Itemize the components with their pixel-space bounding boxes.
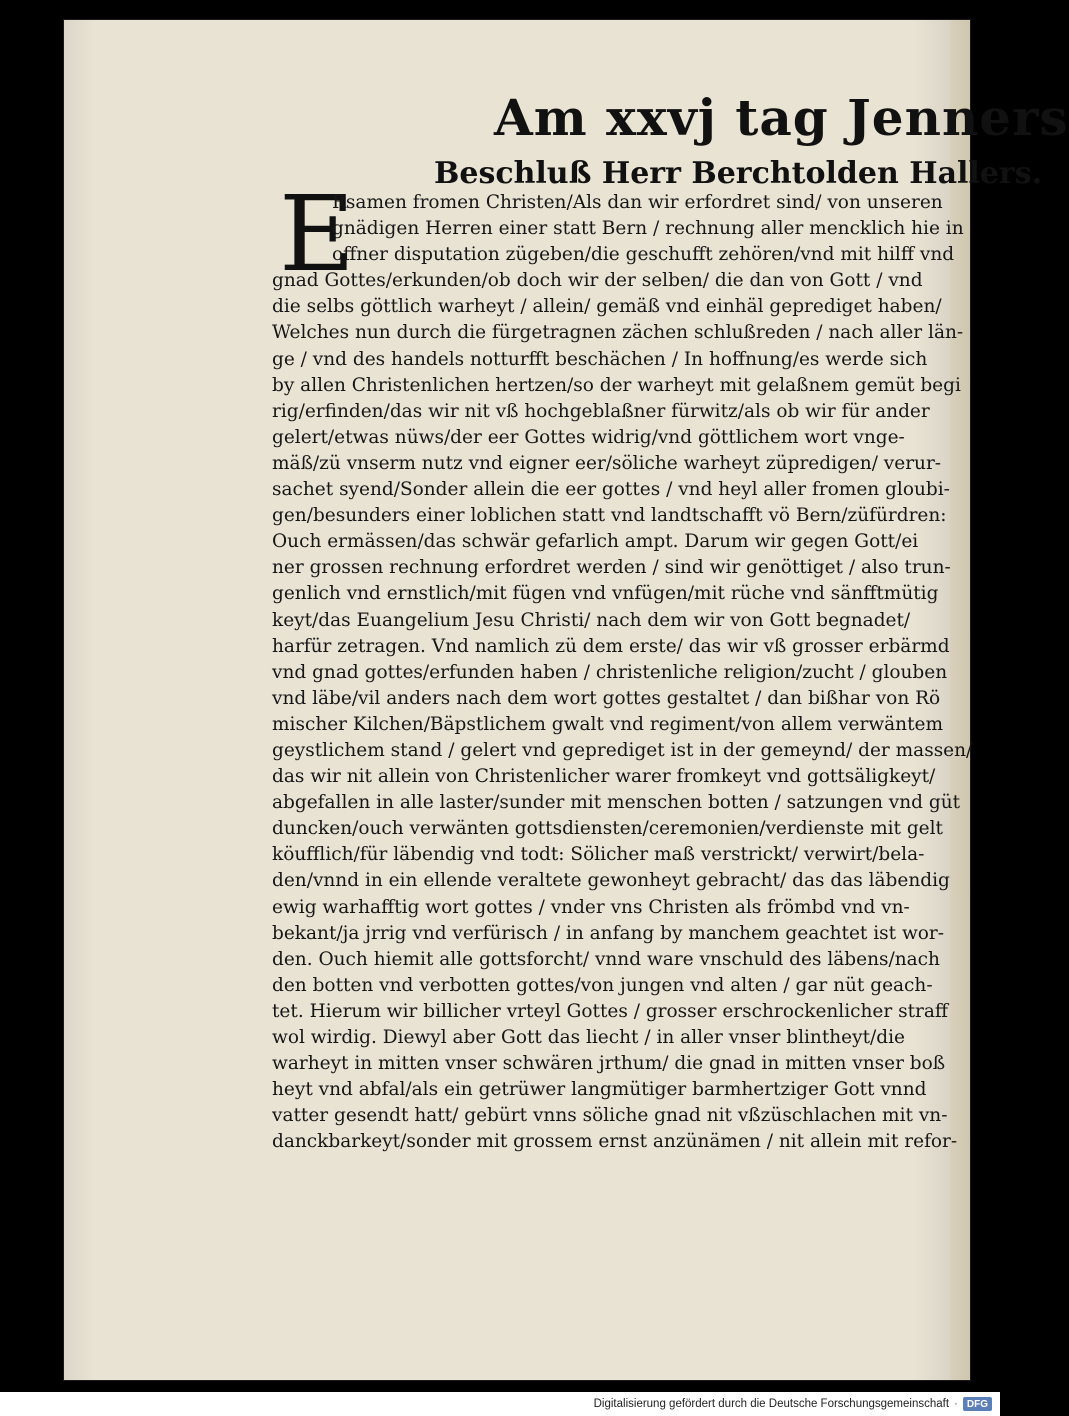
footer-bar [0, 1392, 1000, 1416]
body-text [272, 190, 1032, 1155]
text-line: Welches nun durch die fürgetragnen zächen schlußreden / nach aller län- [272, 322, 964, 344]
text-line: gnädigen Herren einer statt Bern / rechnung aller mencklich hie in [332, 218, 964, 240]
text-line: ner grossen rechnung erfordret werden / sind wir genöttiget / also trun- [272, 557, 951, 579]
text-line: Ouch ermässen/das schwär gefarlich ampt. Darum wir gegen Gott/ei [272, 531, 919, 553]
text-line: den/vnnd in ein ellende veraltete gewonheyt gebracht/ das das läbendig [272, 870, 950, 892]
drop-capital: E [279, 173, 355, 295]
text-line: den botten vnd verbotten gottes/von jungen vnd alten / gar nüt geach- [272, 974, 933, 996]
text-line: vnd gnad gottes/erfunden haben / christenliche religion/zucht / glouben [272, 661, 948, 683]
text-line: gnad Gottes/erkunden/ob doch wir der selben/ die dan von Gott / vnd [272, 270, 923, 292]
text-line: harfür zetragen. Vnd namlich zü dem erste/ das wir vß grosser erbärmd [272, 635, 950, 657]
text-line: warheyt in mitten vnser schwären jrthum/ die gnad in mitten vnser boß [272, 1053, 946, 1075]
text-line: mischer Kilchen/Bäpstlichem gwalt vnd regiment/von allem verwäntem [272, 713, 944, 735]
text-line: ge / vnd des handels notturfft beschächen / In hoffnung/es werde sich [272, 348, 928, 370]
text-line: vnd läbe/vil anders nach dem wort gottes gestaltet / dan bißhar von Rö [272, 687, 941, 709]
text-line: bekant/ja jrrig vnd verfürisch / in anfang by manchem geachtet ist wor- [272, 922, 945, 944]
text-line: vatter gesendt hatt/ gebürt vnns söliche gnad nit vßzüschlachen mit vn- [272, 1105, 948, 1127]
text-line: geystlichem stand / gelert vnd geprediget ist in der gemeynd/ der massen/ [272, 739, 973, 761]
text-line: ewig warhafftig wort gottes / vnder vns Christen als frömbd vnd vn- [272, 896, 910, 918]
text-line: gen/besunders einer loblichen statt vnd landtschafft vö Bern/züfürdren: [272, 505, 947, 527]
text-line: rig/erfinden/das wir nit vß hochgeblaßner fürwitz/als ob wir für ander [272, 400, 930, 422]
text-line: by allen Christenlichen hertzen/so der warheyt mit gelaßnem gemüt begi [272, 374, 961, 396]
text-line: mäß/zü vnserm nutz vnd eigner eer/söliche warheyt züpredigen/ verur- [272, 452, 942, 474]
page-heading: Am xxvj tag Jenners [494, 88, 1069, 147]
page-subheading: Beschluß Herr Berchtolden Hallers. [434, 156, 1043, 191]
text-line: Rsamen fromen Christen/Als dan wir erfordret sind/ von unseren [332, 192, 943, 213]
text-line: genlich vnd ernstlich/mit fügen vnd vnfügen/mit rüche vnd sänfftmütig [272, 583, 939, 605]
text-line: wol wirdig. Diewyl aber Gott das liecht / in aller vnser blintheyt/die [272, 1027, 905, 1048]
text-line: duncken/ouch verwänten gottsdiensten/ceremonien/verdienste mit gelt [272, 818, 943, 840]
text-line: danckbarkeyt/sonder mit grossem ernst anzünämen / nit allein mit refor- [272, 1131, 958, 1153]
text-line: köufflich/für läbendig vnd todt: Sölicher maß verstrickt/ verwirt/bela- [272, 844, 925, 866]
text-line: tet. Hierum wir billicher vrteyl Gottes / grosser erschrockenlicher straff [272, 1000, 949, 1022]
text-line: den. Ouch hiemit alle gottsforcht/ vnnd ware vnschuld des läbens/nach [272, 948, 940, 970]
dfg-logo-icon[interactable]: DFG [963, 1397, 992, 1411]
scanned-page [64, 20, 1069, 1380]
text-line: offner disputation zügeben/die geschufft zehören/vnd mit hilff vnd [332, 244, 955, 266]
text-line: heyt vnd abfal/als ein getrüwer langmütiger barmhertziger Gott vnnd [272, 1079, 927, 1101]
text-line: das wir nit allein von Christenlicher warer fromkeyt vnd gottsäligkeyt/ [272, 766, 936, 788]
text-line: gelert/etwas nüws/der eer Gottes widrig/vnd göttlichem wort vnge- [272, 426, 905, 448]
footer-separator: · [954, 1398, 958, 1410]
text-line: keyt/das Euangelium Jesu Christi/ nach dem wir von Gott begnadet/ [272, 609, 911, 631]
funding-notice: Digitalisierung gefördert durch die Deutsche Forschungsgemeinschaft [593, 1398, 950, 1410]
text-line: abgefallen in alle laster/sunder mit menschen botten / satzungen vnd güt [272, 792, 961, 814]
text-line: die selbs göttlich warheyt / allein/ gemäß vnd einhäl geprediget haben/ [272, 296, 942, 318]
text-line: sachet syend/Sonder allein die eer gottes / vnd heyl aller fromen gloubi- [272, 479, 950, 501]
